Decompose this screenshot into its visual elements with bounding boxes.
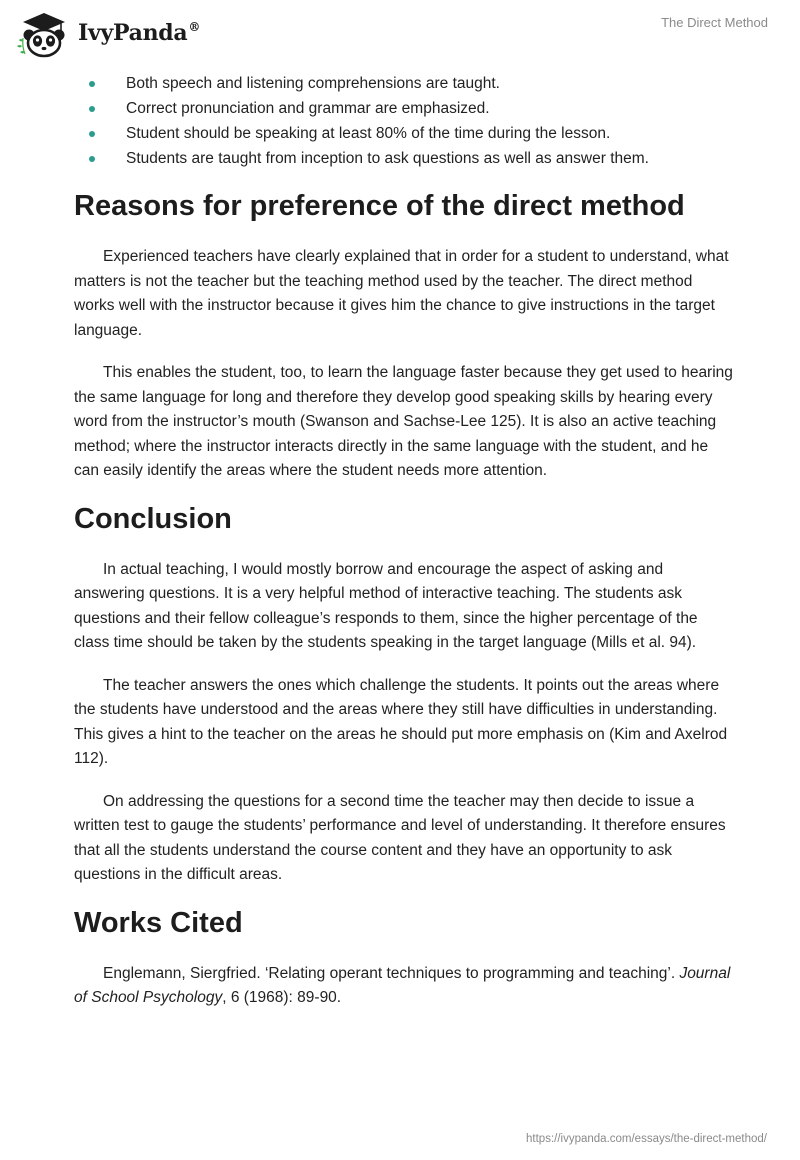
reasons-paragraph-2: This enables the student, too, to learn the language faster because they get used to hearing the same language for long and therefore they develop good speaking skills by hearing every word from the instructor’s mouth (Swanson and Sachse-Lee 125). It is also an active teaching method; where the instructor interacts directly in the same language with the student, and he can easily identify the areas where the student needs more attention.: [74, 364, 733, 479]
bullet-icon: [89, 106, 95, 112]
conclusion-paragraph-3: On addressing the questions for a second time the teacher may then decide to issue a written test to gauge the students’ performance and level of understanding. It therefore ensures that all the students understand the course content and they have an opportunity to ask questions in the difficult areas.: [74, 792, 726, 883]
list-item: Student should be speaking at least 80% of the time during the lesson.: [74, 121, 734, 146]
page-header: [0, 0, 800, 70]
method-features-list: [74, 71, 734, 171]
registered-mark: ®: [188, 20, 201, 34]
panda-graduate-icon: [14, 7, 74, 59]
list-item: Students are taught from inception to ask questions as well as answer them.: [74, 146, 734, 171]
ivypanda-logo[interactable]: [14, 7, 200, 59]
conclusion-paragraph-1: In actual teaching, I would mostly borrow and encourage the aspect of asking and answering questions. It is a very helpful method of interactive teaching. The students ask questions and their fellow colleague’s responds to them, since the higher percentage of the class time should be taken by the students speaking in the target language (Mills et al. 94).: [74, 560, 698, 651]
conclusion-heading: Conclusion: [74, 502, 232, 535]
source-url[interactable]: https://ivypanda.com/essays/the-direct-method/: [526, 1133, 767, 1145]
citation-entry: Englemann, Siergfried. ‘Relating operant techniques to programming and teaching’. Journal of School Psychology, 6 (1968): 89-90.: [74, 964, 731, 1006]
bullet-icon: [89, 156, 95, 162]
works-cited-heading: Works Cited: [74, 906, 243, 939]
list-item: Correct pronunciation and grammar are emphasized.: [74, 96, 734, 121]
document-title: The Direct Method: [661, 15, 768, 30]
bullet-icon: [89, 81, 95, 87]
conclusion-paragraph-2: The teacher answers the ones which challenge the students. It points out the areas where the students have understood and the areas where they still have difficulties in understanding. This gives a hint to the teacher on the areas he should put more emphasis on (Kim and Axelrod 112).: [74, 676, 728, 767]
journal-title: Journal of School Psychology: [74, 964, 731, 1006]
list-item: Both speech and listening comprehensions are taught.: [74, 71, 734, 96]
bullet-icon: [89, 131, 95, 137]
reasons-heading: Reasons for preference of the direct method: [74, 190, 685, 222]
reasons-paragraph-1: Experienced teachers have clearly explained that in order for a student to understand, what matters is not the teacher but the teaching method used by the teacher. The direct method works well with the instructor because it gives him the chance to give instructions in the target language.: [74, 248, 729, 339]
brand-name: IvyPanda®: [78, 20, 201, 46]
essay-content: [74, 71, 734, 1011]
